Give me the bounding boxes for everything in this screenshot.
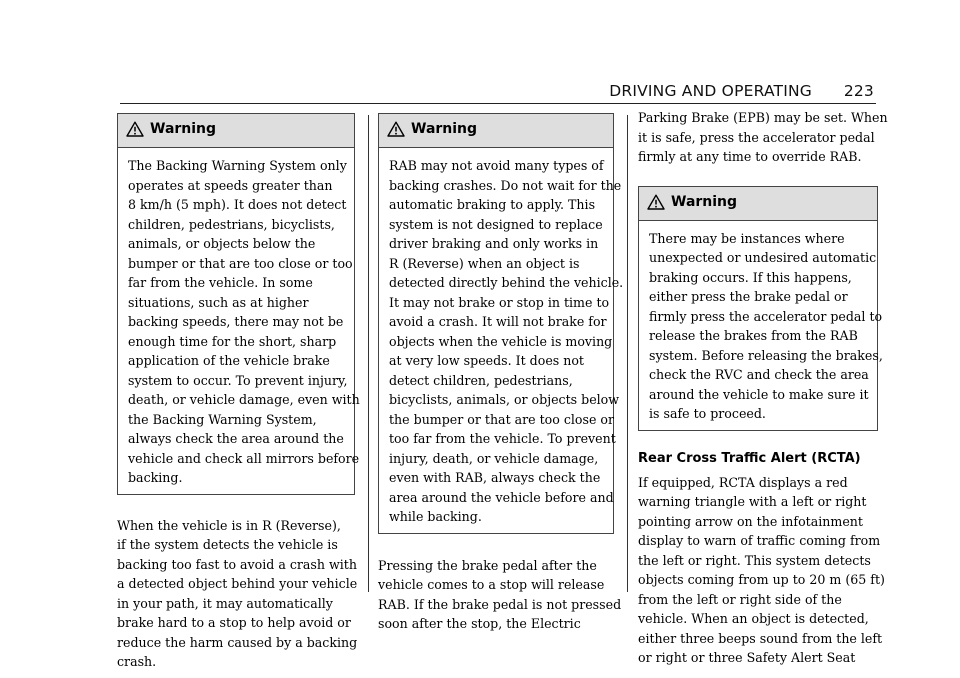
warning-text — [389, 156, 624, 527]
warning-triangle-icon — [126, 121, 144, 137]
text-line: When the vehicle is in R (Reverse), — [117, 517, 341, 533]
text-line: system to occur. To prevent injury, — [128, 372, 348, 388]
text-line: detected directly behind the vehicle. — [389, 275, 624, 290]
text-line: operates at speeds greater than — [128, 177, 333, 193]
header-rule — [120, 103, 876, 104]
text-line: firmly at any time to override RAB. — [638, 149, 862, 164]
text-line: bicyclists, animals, or objects below — [389, 392, 620, 407]
text-line: display to warn of traffic coming from — [638, 533, 881, 548]
text-line: firmly press the accelerator pedal to — [649, 308, 883, 324]
text-line: R (Reverse) when an object is — [389, 255, 580, 271]
text-line: the Backing Warning System, — [128, 411, 317, 427]
text-line: application of the vehicle brake — [128, 353, 330, 368]
text-line: far from the vehicle. In some — [128, 275, 313, 290]
text-line: braking occurs. If this happens, — [649, 269, 852, 285]
text-line: objects coming from up to 20 m (65 ft) — [638, 572, 885, 587]
text-line: It may not brake or stop in time to — [389, 294, 610, 310]
text-line: check the RVC and check the area — [649, 367, 869, 382]
text-line: animals, or objects below the — [128, 236, 316, 251]
text-line: or right or three Safety Alert Seat — [638, 650, 856, 665]
text-line: either press the brake pedal or — [649, 289, 848, 304]
text-line: vehicle and check all mirrors before — [128, 450, 360, 466]
warning-body — [118, 148, 360, 494]
brake-pedal-paragraph — [378, 556, 622, 634]
text-line: vehicle comes to a stop will release — [378, 577, 605, 592]
text-line: If equipped, RCTA displays a red — [638, 474, 848, 490]
text-line: There may be instances where — [649, 230, 845, 246]
text-line: always check the area around the — [128, 431, 344, 446]
column-divider-1 — [368, 115, 369, 592]
warning-header — [639, 187, 877, 221]
text-line: system is not designed to replace — [389, 216, 603, 232]
text-line: around the vehicle to make sure it — [649, 386, 869, 402]
text-line: bumper or that are too close or too — [128, 255, 353, 271]
section-title: DRIVING AND OPERATING — [609, 82, 812, 100]
reverse-braking-paragraph — [117, 516, 358, 672]
running-header — [120, 80, 874, 102]
text-line: RAB. If the brake pedal is not pressed — [378, 596, 622, 612]
text-line: too far from the vehicle. To prevent — [389, 431, 616, 446]
text-line: crash. — [117, 654, 157, 669]
text-line: backing too fast to avoid a crash with — [117, 556, 357, 572]
text-line: a detected object behind your vehicle — [117, 576, 358, 591]
text-line: objects when the vehicle is moving — [389, 333, 613, 349]
text-line: unexpected or undesired automatic — [649, 250, 877, 265]
warning-text — [649, 229, 883, 424]
text-line: release the brakes from the RAB — [649, 328, 858, 343]
warning-header — [118, 114, 354, 148]
text-line: pointing arrow on the infotainment — [638, 513, 863, 529]
text-line: The Backing Warning System only — [128, 158, 347, 173]
text-line: RAB may not avoid many types of — [389, 158, 604, 173]
text-line: 8 km/h (5 mph). It does not detect — [128, 197, 347, 212]
text-line: from the left or right side of the — [638, 591, 842, 607]
warning-title: Warning — [671, 193, 738, 210]
text-line: if the system detects the vehicle is — [117, 537, 338, 552]
text-line: system. Before releasing the brakes, — [649, 347, 883, 363]
warning-box-backing-system — [117, 113, 360, 495]
text-line: is safe to proceed. — [649, 406, 766, 421]
epb-paragraph — [638, 108, 888, 167]
text-line: Pressing the brake pedal after the — [378, 557, 597, 573]
column-divider-2 — [627, 115, 628, 592]
rcta-paragraph — [638, 473, 885, 668]
text-line: the bumper or that are too close or — [389, 411, 615, 427]
text-line: injury, death, or vehicle damage, — [389, 450, 599, 466]
warning-title: Warning — [150, 121, 217, 137]
text-line: detect children, pedestrians, — [389, 372, 573, 388]
text-line: Parking Brake (EPB) may be set. When — [638, 110, 888, 125]
text-line: area around the vehicle before and — [389, 489, 614, 505]
text-line: the left or right. This system detects — [638, 552, 871, 568]
text-line: driver braking and only works in — [389, 236, 599, 251]
warning-header — [379, 114, 613, 148]
text-line: while backing. — [389, 509, 482, 524]
warning-body — [639, 221, 883, 430]
warning-box-rab — [378, 113, 624, 534]
text-line: even with RAB, always check the — [389, 470, 601, 485]
text-line: automatic braking to apply. This — [389, 197, 596, 212]
warning-title: Warning — [411, 121, 478, 137]
column-1 — [117, 113, 360, 672]
section-heading-rcta: Rear Cross Traffic Alert (RCTA) — [638, 450, 861, 466]
text-line: enough time for the short, sharp — [128, 333, 337, 349]
text-line: at very low speeds. It does not — [389, 353, 584, 368]
text-line: situations, such as at higher — [128, 294, 309, 310]
text-line: backing speeds, there may not be — [128, 314, 344, 329]
text-line: backing crashes. Do not wait for the — [389, 177, 622, 193]
text-line: reduce the harm caused by a backing — [117, 634, 358, 650]
text-line: death, or vehicle damage, even with — [128, 392, 360, 407]
warning-box-unexpected-braking — [638, 186, 883, 431]
text-line: backing. — [128, 470, 183, 485]
warning-body — [379, 148, 624, 533]
warning-triangle-icon — [387, 121, 405, 137]
warning-text — [128, 156, 360, 488]
page-number: 223 — [843, 82, 874, 100]
column-2 — [378, 113, 624, 634]
column-3 — [638, 108, 888, 668]
text-line: it is safe, press the accelerator pedal — [638, 129, 875, 145]
text-line: children, pedestrians, bicyclists, — [128, 216, 335, 232]
text-line: vehicle. When an object is detected, — [638, 611, 869, 626]
text-line: soon after the stop, the Electric — [378, 616, 581, 631]
text-line: either three beeps sound from the left — [638, 630, 883, 646]
text-line: warning triangle with a left or right — [638, 494, 867, 509]
warning-triangle-icon — [647, 194, 665, 210]
text-line: brake hard to a stop to help avoid or — [117, 615, 351, 630]
text-line: in your path, it may automatically — [117, 595, 333, 611]
text-line: avoid a crash. It will not brake for — [389, 314, 607, 329]
